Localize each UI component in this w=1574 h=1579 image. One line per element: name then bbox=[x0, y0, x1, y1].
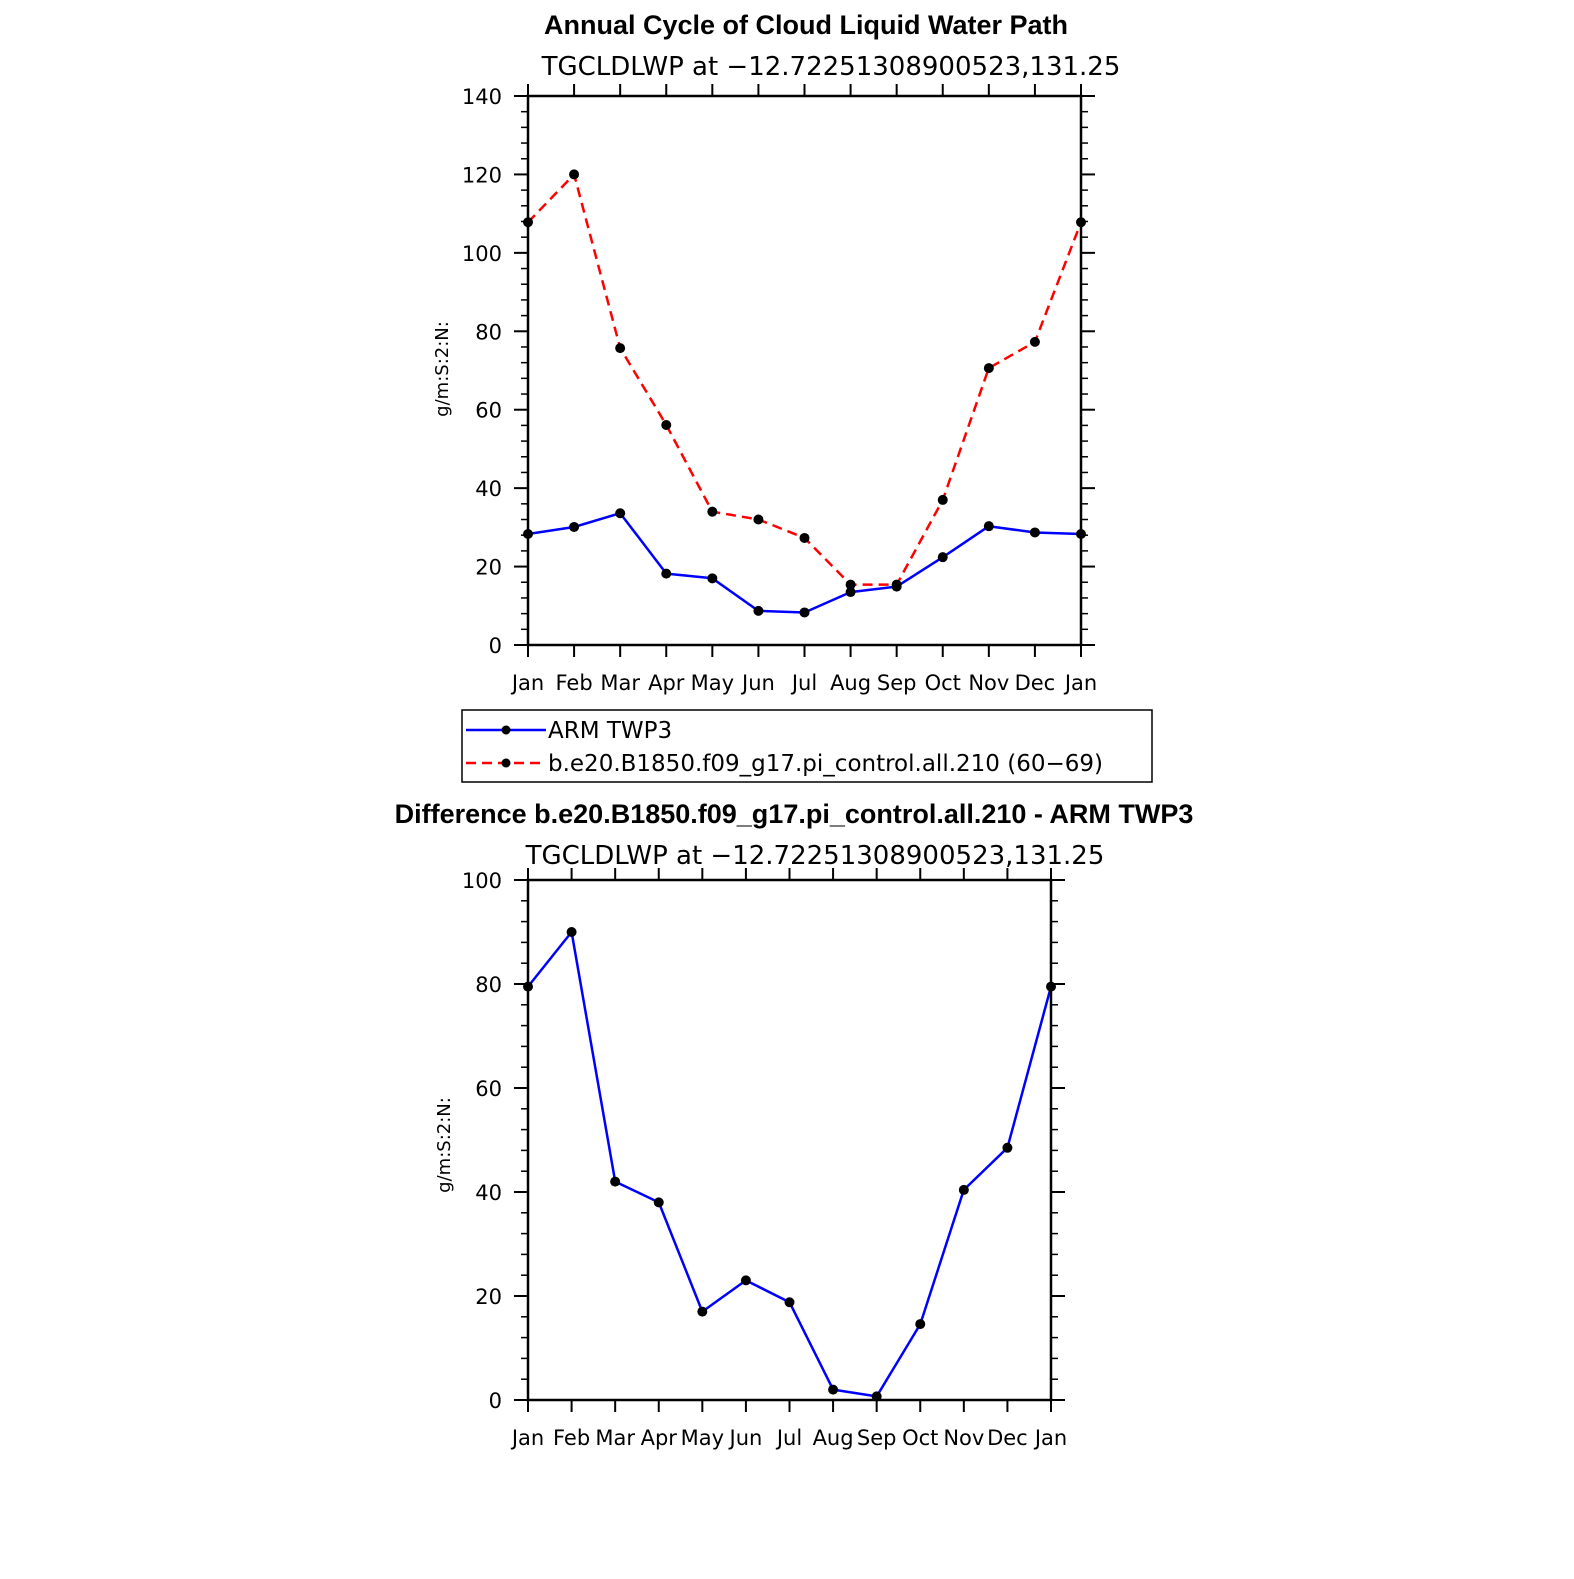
y-tick-label: 40 bbox=[475, 1181, 502, 1205]
y-tick-label: 80 bbox=[475, 973, 502, 997]
y-tick-label: 0 bbox=[488, 634, 502, 658]
x-tick-label: Jan bbox=[1034, 1426, 1068, 1450]
data-point bbox=[569, 522, 579, 532]
x-tick-label: Feb bbox=[552, 1426, 591, 1450]
x-tick-label: Mar bbox=[600, 671, 640, 695]
data-point bbox=[1030, 337, 1040, 347]
data-point bbox=[1002, 1143, 1012, 1153]
data-point bbox=[697, 1307, 707, 1317]
chart-title: Difference b.e20.B1850.f09_g17.pi_control.all.210 - ARM TWP3 bbox=[394, 799, 1194, 829]
tick-labels bbox=[462, 85, 1097, 695]
x-tick-label: Feb bbox=[555, 671, 593, 695]
y-tick-label: 100 bbox=[461, 241, 502, 266]
x-tick-label: Jul bbox=[776, 1426, 803, 1450]
y-tick-label: 20 bbox=[475, 555, 502, 580]
x-tick-label: Nov bbox=[943, 1426, 985, 1450]
data-point bbox=[654, 1197, 664, 1207]
x-tick-label: Dec bbox=[987, 1426, 1028, 1450]
data-point bbox=[938, 495, 948, 505]
plot-frame bbox=[528, 880, 1051, 1400]
y-axis-label: g/m:S:2:N: bbox=[434, 1097, 455, 1193]
series-points bbox=[523, 927, 1056, 1401]
x-tick-label: Jan bbox=[511, 671, 545, 695]
data-point bbox=[846, 580, 856, 590]
x-tick-label: May bbox=[690, 671, 735, 695]
data-point bbox=[661, 569, 671, 579]
data-point bbox=[741, 1275, 751, 1285]
x-tick-label: Sep bbox=[876, 671, 917, 695]
y-tick-label: 0 bbox=[488, 1389, 502, 1413]
x-tick-label: May bbox=[680, 1426, 725, 1450]
data-point bbox=[800, 607, 810, 617]
data-point bbox=[984, 521, 994, 531]
y-tick-label: 40 bbox=[475, 477, 502, 502]
data-point bbox=[615, 343, 625, 353]
data-point bbox=[785, 1297, 795, 1307]
data-point bbox=[984, 363, 994, 373]
difference-chart bbox=[395, 799, 1194, 1450]
x-tick-label: Apr bbox=[648, 671, 685, 695]
legend bbox=[462, 710, 1152, 782]
data-point bbox=[610, 1177, 620, 1187]
x-tick-label: Jun bbox=[742, 671, 775, 695]
y-tick-label: 100 bbox=[461, 869, 502, 893]
y-axis-label: g/m:S:2:N: bbox=[432, 321, 453, 417]
data-point bbox=[567, 927, 577, 937]
y-tick-label: 120 bbox=[461, 163, 502, 188]
data-point bbox=[938, 552, 948, 562]
data-point bbox=[707, 573, 717, 583]
data-point bbox=[569, 169, 579, 179]
data-point bbox=[661, 420, 671, 430]
y-tick-label: 20 bbox=[475, 1285, 502, 1309]
x-tick-label: Oct bbox=[902, 1426, 939, 1450]
x-tick-label: Jul bbox=[791, 671, 818, 695]
chart-title: Annual Cycle of Cloud Liquid Water Path bbox=[543, 10, 1069, 40]
x-tick-label: Nov bbox=[968, 671, 1010, 695]
data-point bbox=[828, 1385, 838, 1395]
annual-cycle-chart bbox=[432, 10, 1120, 695]
series-line-0 bbox=[528, 513, 1081, 612]
x-tick-label: Jun bbox=[729, 1426, 763, 1450]
legend-marker-arm-twp3 bbox=[502, 726, 511, 735]
axis-ticks bbox=[514, 868, 1065, 1412]
x-tick-label: Aug bbox=[812, 1426, 854, 1450]
x-tick-label: Sep bbox=[856, 1426, 897, 1450]
y-tick-label: 60 bbox=[475, 398, 502, 423]
axis-ticks bbox=[514, 84, 1095, 657]
data-point bbox=[892, 580, 902, 590]
legend-marker-model bbox=[502, 759, 511, 768]
y-tick-label: 60 bbox=[475, 1077, 502, 1101]
series-lines bbox=[528, 174, 1081, 612]
chart-subtitle: TGCLDLWP at −12.72251308900523,131.25 bbox=[525, 841, 1105, 871]
x-tick-label: Jan bbox=[1064, 671, 1098, 695]
series-lines bbox=[528, 932, 1051, 1396]
legend-label-arm-twp3: ARM TWP3 bbox=[548, 718, 673, 744]
series-line-0 bbox=[528, 932, 1051, 1396]
data-point bbox=[753, 515, 763, 525]
chart-subtitle: TGCLDLWP at −12.72251308900523,131.25 bbox=[541, 52, 1121, 82]
data-point bbox=[707, 507, 717, 517]
plot-frame bbox=[528, 96, 1081, 645]
series-points bbox=[523, 169, 1086, 617]
y-tick-label: 140 bbox=[461, 85, 502, 109]
x-tick-label: Jan bbox=[511, 1426, 545, 1450]
x-tick-label: Mar bbox=[595, 1426, 635, 1450]
data-point bbox=[753, 606, 763, 616]
x-tick-label: Apr bbox=[640, 1426, 677, 1450]
data-point bbox=[959, 1185, 969, 1195]
x-tick-label: Aug bbox=[830, 671, 872, 695]
x-tick-label: Dec bbox=[1014, 671, 1056, 695]
x-tick-label: Oct bbox=[924, 671, 961, 695]
data-point bbox=[915, 1319, 925, 1329]
data-point bbox=[615, 508, 625, 518]
series-line-1 bbox=[528, 174, 1081, 584]
data-point bbox=[1030, 527, 1040, 537]
legend-label-model: b.e20.B1850.f09_g17.pi_control.all.210 (60−69) bbox=[548, 751, 1103, 777]
y-tick-label: 80 bbox=[475, 320, 502, 345]
data-point bbox=[800, 533, 810, 543]
